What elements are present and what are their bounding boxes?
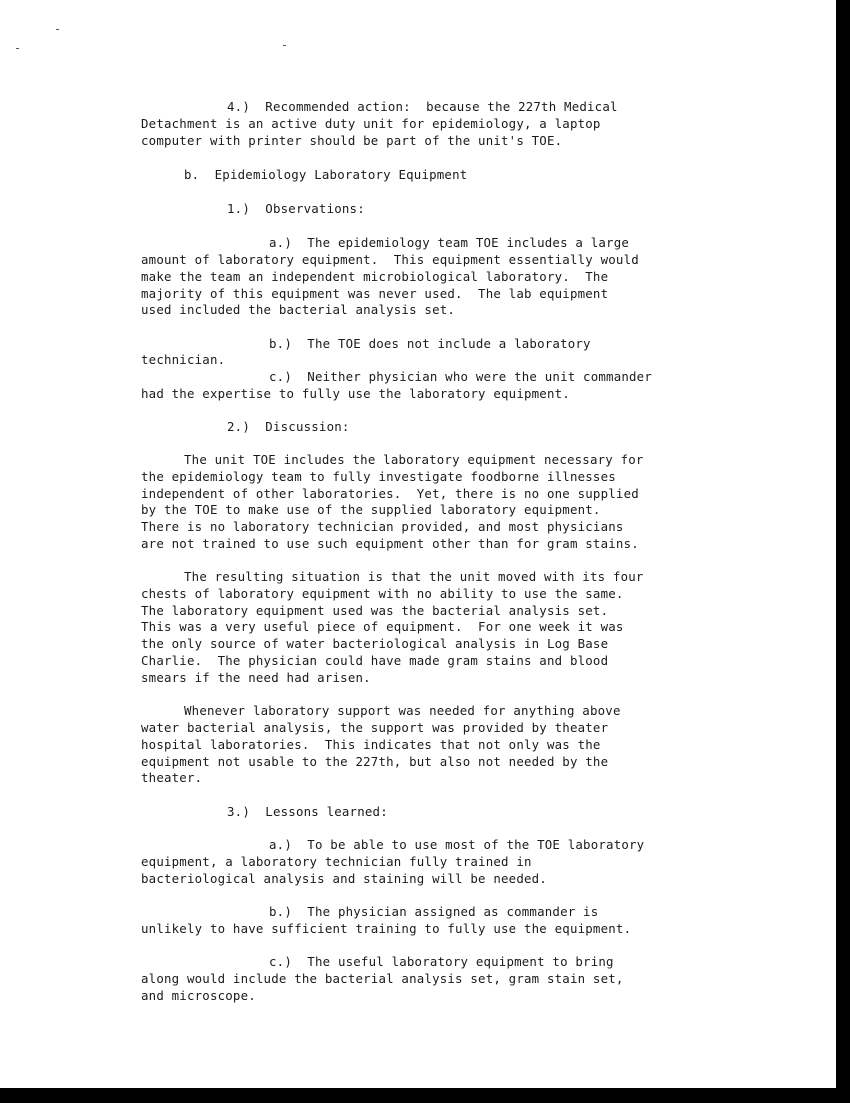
scan-speck — [16, 48, 19, 49]
subsection-heading: 3.) Lessons learned: — [227, 804, 388, 819]
scan-speck — [56, 29, 59, 30]
observation-a-line: a.) The epidemiology team TOE includes a large — [269, 235, 630, 250]
observation-c-line: c.) Neither physician who were the unit commander — [269, 369, 652, 384]
discussion-line: chests of laboratory equipment with no ability to use the same. — [141, 586, 624, 601]
discussion-line: The unit TOE includes the laboratory equipment necessary for — [184, 452, 644, 467]
lesson-c-line: c.) The useful laboratory equipment to bring — [269, 954, 614, 969]
rec-action-line: Detachment is an active duty unit for epidemiology, a laptop — [141, 116, 601, 131]
observation-a-line: make the team an independent microbiological laboratory. The — [141, 269, 609, 284]
observation-a-line: used included the bacterial analysis set. — [141, 302, 456, 317]
rec-action-line: 4.) Recommended action: because the 227th Medical — [227, 99, 618, 114]
lesson-c-line: along would include the bacterial analysis set, gram stain set, — [141, 971, 624, 986]
discussion-line: smears if the need had arisen. — [141, 670, 371, 685]
discussion-line: by the TOE to make use of the supplied laboratory equipment. — [141, 502, 601, 517]
observation-b-line: technician. — [141, 352, 226, 367]
observation-c-line: had the expertise to fully use the laboratory equipment. — [141, 386, 570, 401]
discussion-line: equipment not usable to the 227th, but also not needed by the — [141, 754, 609, 769]
rec-action-line: computer with printer should be part of the unit's TOE. — [141, 133, 563, 148]
observation-b-line: b.) The TOE does not include a laboratory — [269, 336, 591, 351]
subsection-heading: 2.) Discussion: — [227, 419, 350, 434]
discussion-line: the only source of water bacteriological analysis in Log Base — [141, 636, 609, 651]
scan-speck — [283, 45, 286, 46]
discussion-line: hospital laboratories. This indicates that not only was the — [141, 737, 601, 752]
discussion-line: the epidemiology team to fully investigate foodborne illnesses — [141, 469, 616, 484]
observation-a-line: amount of laboratory equipment. This equipment essentially would — [141, 252, 639, 267]
discussion-line: theater. — [141, 770, 203, 785]
discussion-line: This was a very useful piece of equipment. For one week it was — [141, 619, 624, 634]
discussion-line: are not trained to use such equipment other than for gram stains. — [141, 536, 639, 551]
lesson-a-line: a.) To be able to use most of the TOE laboratory — [269, 837, 645, 852]
discussion-line: The laboratory equipment used was the bacterial analysis set. — [141, 603, 609, 618]
scan-border-bottom — [0, 1088, 850, 1103]
lesson-c-line: and microscope. — [141, 988, 256, 1003]
lesson-a-line: bacteriological analysis and staining will be needed. — [141, 871, 547, 886]
discussion-line: There is no laboratory technician provided, and most physicians — [141, 519, 624, 534]
discussion-line: The resulting situation is that the unit moved with its four — [184, 569, 644, 584]
observation-a-line: majority of this equipment was never used. The lab equipment — [141, 286, 609, 301]
discussion-line: Whenever laboratory support was needed for anything above — [184, 703, 621, 718]
lesson-b-line: b.) The physician assigned as commander is — [269, 904, 599, 919]
lesson-a-line: equipment, a laboratory technician fully trained in — [141, 854, 532, 869]
scan-border-right — [836, 0, 850, 1103]
lesson-b-line: unlikely to have sufficient training to fully use the equipment. — [141, 921, 632, 936]
subsection-heading: 1.) Observations: — [227, 201, 365, 216]
discussion-line: Charlie. The physician could have made gram stains and blood — [141, 653, 609, 668]
discussion-line: independent of other laboratories. Yet, there is no one supplied — [141, 486, 639, 501]
discussion-line: water bacterial analysis, the support was provided by theater — [141, 720, 609, 735]
section-heading: b. Epidemiology Laboratory Equipment — [184, 167, 468, 182]
